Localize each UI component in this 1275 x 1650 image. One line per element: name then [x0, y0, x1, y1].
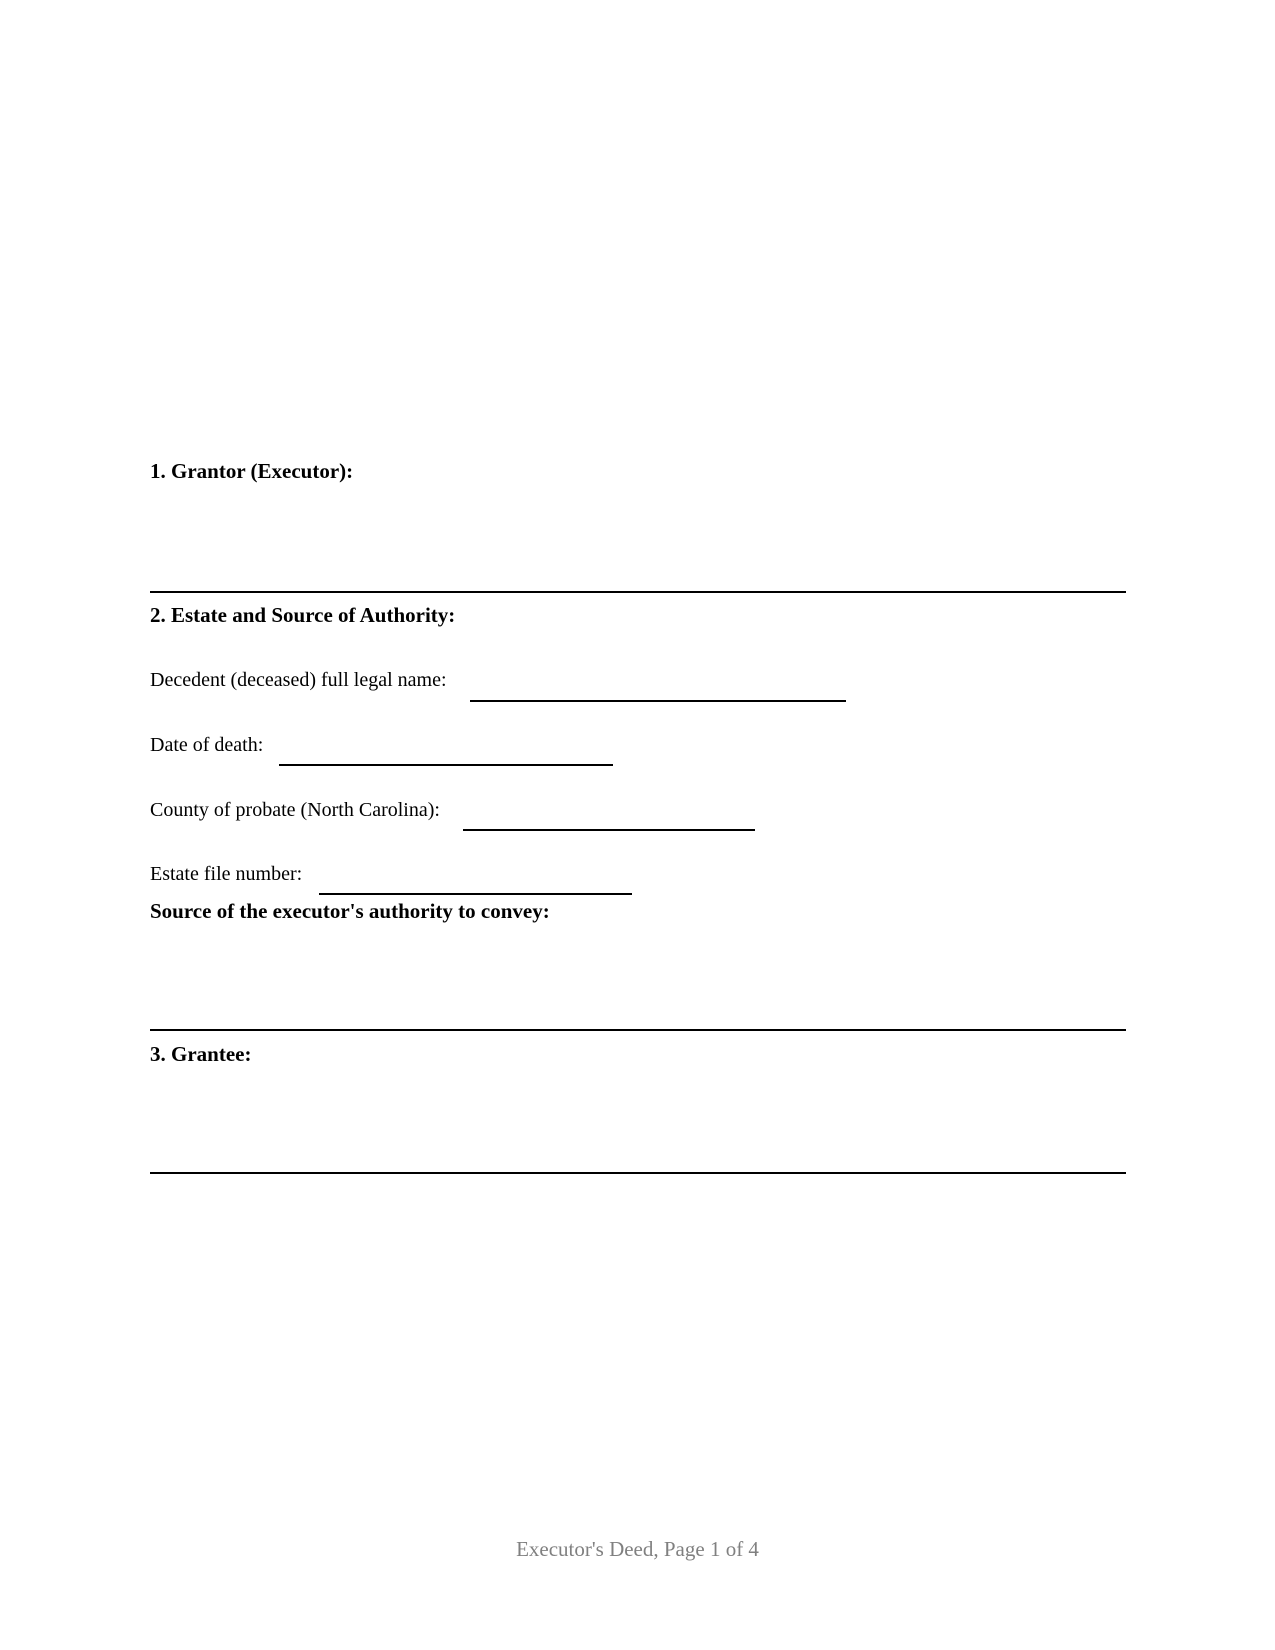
estate-file-number-field[interactable] [319, 893, 632, 895]
date-of-death-label: Date of death: [150, 734, 264, 756]
grantee-entry-line[interactable] [150, 1172, 1126, 1174]
estate-file-number-label: Estate file number: [150, 863, 303, 885]
grantor-heading: 1. Grantor (Executor): [150, 459, 354, 483]
county-of-probate-label: County of probate (North Carolina): [150, 799, 440, 821]
decedent-name-field[interactable] [470, 700, 846, 702]
page-footer: Executor's Deed, Page 1 of 4 [516, 1537, 759, 1561]
decedent-name-label: Decedent (deceased) full legal name: [150, 669, 447, 691]
grantee-heading: 3. Grantee: [150, 1042, 252, 1066]
grantor-entry-line[interactable] [150, 591, 1126, 593]
date-of-death-field[interactable] [279, 764, 613, 766]
county-of-probate-field[interactable] [463, 829, 755, 831]
authority-heading: Source of the executor's authority to convey: [150, 899, 550, 923]
estate-heading: 2. Estate and Source of Authority: [150, 603, 456, 627]
authority-entry-line[interactable] [150, 1029, 1126, 1031]
